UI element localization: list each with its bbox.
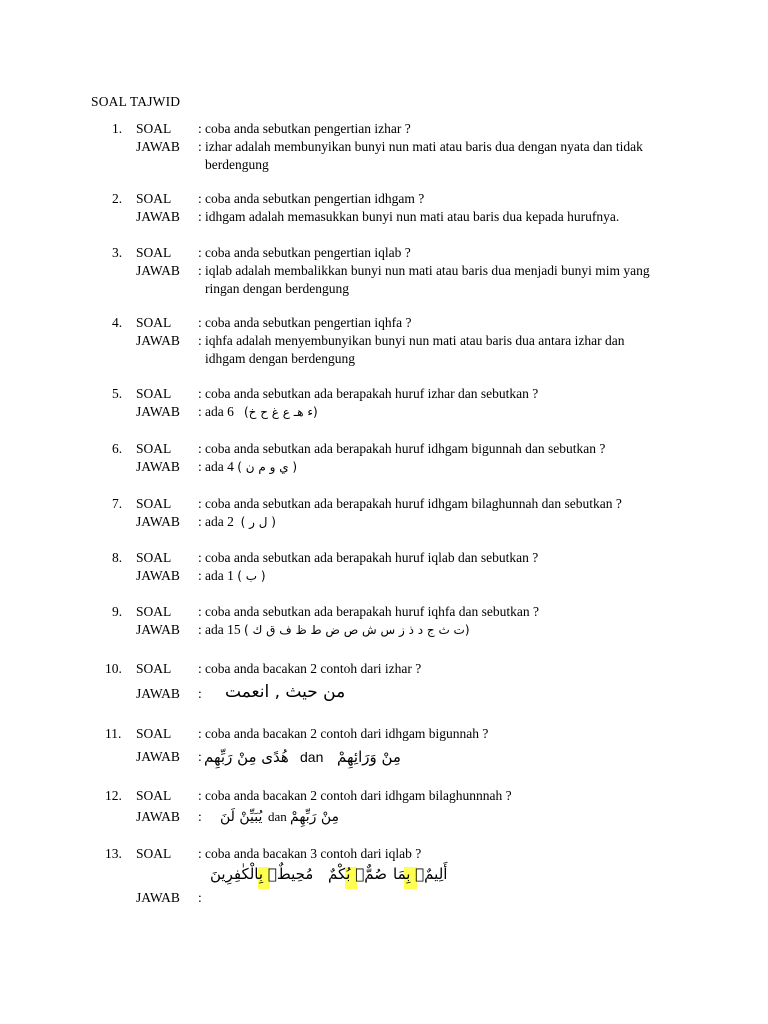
colon: : (198, 550, 202, 565)
qa-item-7 (0, 495, 768, 531)
colon: : (198, 514, 202, 529)
jawab-label: JAWAB (136, 139, 180, 154)
jawab-label: JAWAB (136, 568, 180, 583)
colon: : (198, 661, 202, 676)
item-number: 9. (112, 604, 123, 619)
question-text: coba anda bacakan 2 contoh dari izhar ? (205, 661, 422, 676)
colon: : (198, 496, 202, 511)
colon: : (198, 209, 202, 224)
jawab-label: JAWAB (136, 209, 180, 224)
arabic-example-1: مُحِيطٌۢ بِالْكٰفِرِينَ (210, 865, 314, 883)
question-text: coba anda sebutkan ada berapakah huruf idhgam bigunnah dan sebutkan ? (205, 441, 606, 456)
qa-item-4 (0, 314, 768, 368)
jawab-label: JAWAB (136, 459, 180, 474)
question-text: coba anda sebutkan pengertian izhar ? (205, 121, 411, 136)
page-title: SOAL TAJWID (91, 94, 181, 109)
colon: : (198, 809, 202, 824)
colon: : (198, 121, 202, 136)
item-number: 7. (112, 496, 123, 511)
item-number: 6. (112, 441, 123, 456)
colon: : (198, 568, 202, 583)
item-number: 1. (112, 121, 123, 136)
item-number: 4. (112, 315, 123, 330)
arabic-letters: ( ي و م ن ) (237, 460, 298, 474)
soal-label: SOAL (136, 191, 172, 206)
jawab-label: JAWAB (136, 333, 180, 348)
question-text: coba anda sebutkan pengertian iqhfa ? (205, 315, 412, 330)
qa-item-9 (0, 603, 768, 639)
answer-count: ada 2 (205, 514, 234, 529)
soal-label: SOAL (136, 386, 172, 401)
arabic-example-2: مِنْ رَبِّهِمْ (290, 809, 340, 825)
soal-label: SOAL (136, 846, 172, 861)
answer-text: iqlab adalah membalikkan bunyi nun mati atau baris dua menjadi bunyi mim yang (205, 263, 650, 278)
answer-text: izhar adalah membunyikan bunyi nun mati atau baris dua dengan nyata dan tidak (205, 139, 643, 154)
qa-item-1 (0, 120, 768, 174)
jawab-label: JAWAB (136, 809, 180, 824)
colon: : (198, 726, 202, 741)
item-number: 3. (112, 245, 123, 260)
jawab-label: JAWAB (136, 890, 180, 905)
answer-count: ada 6 (205, 404, 234, 419)
qa-item-13 (0, 845, 768, 907)
soal-label: SOAL (136, 550, 172, 565)
item-number: 11. (105, 726, 122, 741)
soal-label: SOAL (136, 441, 172, 456)
colon: : (198, 333, 202, 348)
arabic-letters: ( ب ) (237, 569, 266, 583)
question-text: coba anda sebutkan pengertian idhgam ? (205, 191, 425, 206)
conjunction-dan: dan (300, 749, 324, 765)
jawab-label: JAWAB (136, 622, 180, 637)
answer-text (205, 567, 266, 585)
qa-item-11 (0, 725, 768, 771)
colon: : (198, 315, 202, 330)
soal-label: SOAL (136, 121, 172, 136)
colon: : (198, 263, 202, 278)
soal-label: SOAL (136, 245, 172, 260)
qa-item-6 (0, 440, 768, 476)
colon: : (198, 404, 202, 419)
arabic-example-3: أَلِيمٌۢ بِمَا (393, 865, 448, 883)
colon: : (198, 245, 202, 260)
colon: : (198, 788, 202, 803)
answer-text-continued: berdengung (205, 157, 269, 172)
item-number: 5. (112, 386, 123, 401)
qa-item-8 (0, 549, 768, 585)
colon: : (198, 191, 202, 206)
question-text: coba anda sebutkan ada berapakah huruf iqhfa dan sebutkan ? (205, 604, 539, 619)
soal-label: SOAL (136, 661, 172, 676)
answer-text-continued: idhgam dengan berdengung (205, 351, 355, 366)
jawab-label: JAWAB (136, 749, 180, 764)
arabic-example-1: هُدًى مِنْ رَبِّهِم (204, 748, 289, 766)
answer-text (205, 513, 276, 531)
arabic-example-2: صُمٌّۢ بُكْمٌ (328, 865, 387, 883)
colon: : (198, 459, 202, 474)
answer-count: ada 4 (205, 459, 234, 474)
question-text: coba anda bacakan 2 contoh dari idhgam bilaghunnnah ? (205, 788, 512, 803)
jawab-label: JAWAB (136, 686, 180, 701)
question-text: coba anda sebutkan ada berapakah huruf izhar dan sebutkan ? (205, 386, 539, 401)
qa-item-2 (0, 190, 768, 226)
answer-text: idhgam adalah memasukkan bunyi nun mati atau baris dua kepada hurufnya. (205, 209, 620, 224)
answer-count: ada 1 (205, 568, 234, 583)
arabic-letters: (ء هـ ع غ ح خ) (243, 405, 318, 419)
answer-text (205, 621, 470, 639)
colon: : (198, 441, 202, 456)
soal-label: SOAL (136, 496, 172, 511)
answer-text (205, 458, 297, 476)
qa-item-12 (0, 787, 768, 829)
arabic-example-2: مِنْ وَرَائِهِمْ (337, 748, 401, 766)
soal-label: SOAL (136, 315, 172, 330)
arabic-letters: (ت ث ج د ذ ز س ش ص ض ط ظ ف ق ك ) (243, 623, 470, 637)
question-text: coba anda bacakan 2 contoh dari idhgam bigunnah ? (205, 726, 489, 741)
soal-label: SOAL (136, 726, 172, 741)
question-text: coba anda sebutkan ada berapakah huruf iqlab dan sebutkan ? (205, 550, 539, 565)
qa-item-5 (0, 385, 768, 421)
colon: : (198, 604, 202, 619)
item-number: 2. (112, 191, 123, 206)
item-number: 12. (105, 788, 122, 803)
arabic-letters: ( ل ر ) (240, 515, 276, 529)
colon: : (198, 749, 202, 764)
jawab-label: JAWAB (136, 263, 180, 278)
soal-label: SOAL (136, 604, 172, 619)
colon: : (198, 386, 202, 401)
colon: : (198, 846, 202, 861)
answer-text: iqhfa adalah menyembunyikan bunyi nun mati atau baris dua antara izhar dan (205, 333, 625, 348)
question-text: coba anda sebutkan pengertian iqlab ? (205, 245, 411, 260)
arabic-example: من حيث , انعمت (225, 682, 346, 702)
item-number: 13. (105, 846, 122, 861)
arabic-example-1: يُبَيِّنْ لَنَ (220, 809, 263, 825)
conjunction-dan: dan (268, 809, 287, 824)
item-number: 10. (105, 661, 122, 676)
colon: : (198, 890, 202, 905)
jawab-label: JAWAB (136, 404, 180, 419)
colon: : (198, 622, 202, 637)
item-number: 8. (112, 550, 123, 565)
jawab-label: JAWAB (136, 514, 180, 529)
question-text: coba anda bacakan 3 contoh dari iqlab ? (205, 846, 422, 861)
colon: : (198, 139, 202, 154)
answer-text-continued: ringan dengan berdengung (205, 281, 349, 296)
question-text: coba anda sebutkan ada berapakah huruf idhgam bilaghunnah dan sebutkan ? (205, 496, 622, 511)
qa-item-10 (0, 660, 768, 710)
answer-count: ada 15 (205, 622, 241, 637)
colon: : (198, 686, 202, 701)
soal-label: SOAL (136, 788, 172, 803)
answer-text (205, 403, 318, 421)
qa-item-3 (0, 244, 768, 298)
